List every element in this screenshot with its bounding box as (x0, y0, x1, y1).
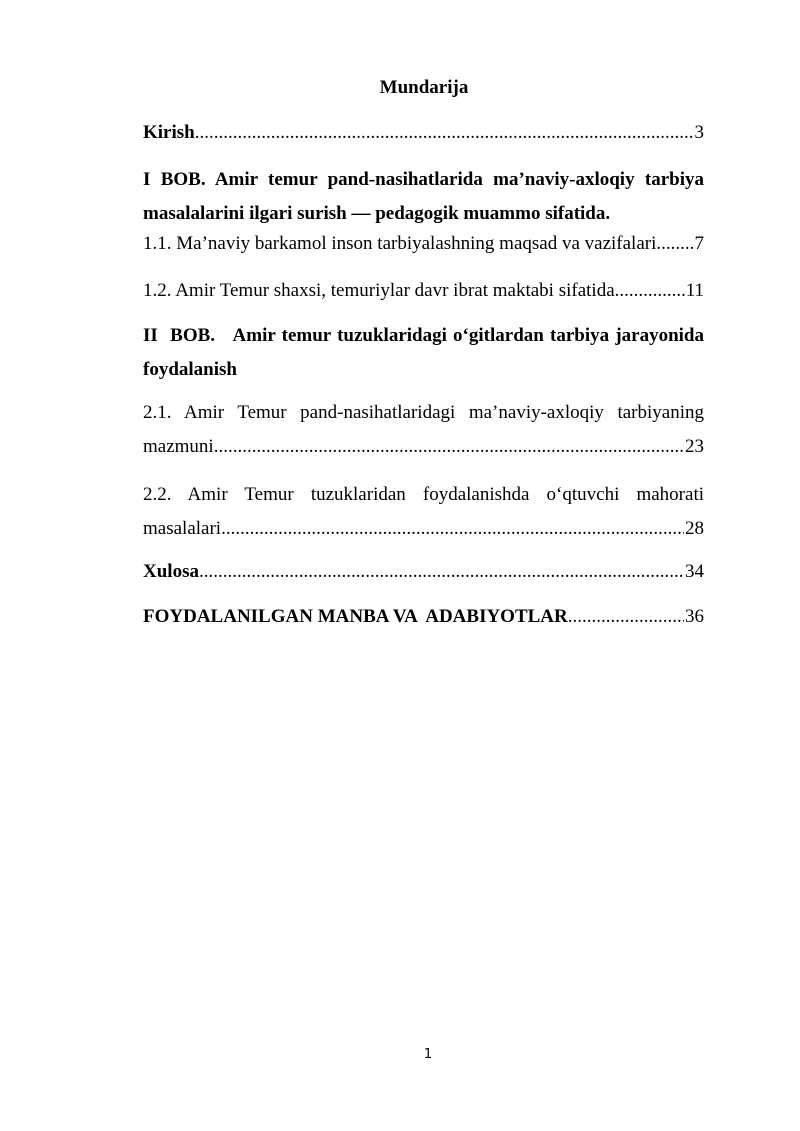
toc-title: Mundarija (379, 77, 469, 98)
toc-entry-2-1 (143, 396, 704, 464)
chapter-heading-line: I BOB. Amir temur pand-nasihatlarida ma’naviy-axloqiy tarbiya (143, 169, 704, 190)
toc-page-number: 3 (694, 122, 704, 143)
page-number: 1 (423, 1047, 433, 1062)
toc-page-number: 11 (685, 280, 704, 301)
toc-entry-label-cont: masalalari (143, 518, 222, 539)
leader-dots (656, 227, 693, 261)
leader-dots (221, 512, 684, 546)
toc-entry-label: 1.1. Ma’naviy barkamol inson tarbiyalashning maqsad va vazifalari (143, 233, 657, 254)
toc-entry-label: Xulosa (143, 561, 199, 582)
toc-entry-conclusion (143, 555, 704, 589)
toc-entry-label: 1.2. Amir Temur shaxsi, temuriylar davr ibrat maktabi sifatida (143, 280, 615, 301)
toc-chapter-2 (143, 319, 704, 387)
chapter-heading-line: II BOB. Amir temur tuzuklaridagi o‘gitlardan tarbiya jarayonida (143, 325, 704, 346)
toc-entry-1-1 (143, 227, 704, 261)
toc-page-number: 36 (685, 606, 704, 627)
toc-entry-intro (143, 116, 704, 150)
toc-entry-label: FOYDALANILGAN MANBA VA ADABIYOTLAR (143, 606, 568, 627)
leader-dots (214, 430, 684, 464)
toc-chapter-1 (143, 163, 704, 231)
leader-dots (195, 116, 694, 150)
toc-entry-label: Kirish (143, 122, 195, 143)
chapter-heading-line: foydalanish (143, 359, 237, 380)
toc-entry-label: 2.1. Amir Temur pand-nasihatlaridagi ma’naviy-axloqiy tarbiyaning (143, 402, 704, 423)
toc-entry-label-cont: mazmuni (143, 436, 214, 457)
leader-dots (199, 555, 684, 589)
leader-dots (615, 274, 685, 308)
toc-page-number: 23 (685, 436, 704, 457)
leader-dots (568, 600, 684, 634)
chapter-heading-line: masalalarini ilgari surish — pedagogik muammo sifatida. (143, 203, 611, 224)
toc-page-number: 7 (694, 233, 704, 254)
toc-entry-label: 2.2. Amir Temur tuzuklaridan foydalanishda o‘qtuvchi mahorati (143, 484, 704, 505)
toc-entry-references (143, 600, 704, 634)
toc-page-number: 28 (685, 518, 704, 539)
toc-entry-1-2 (143, 274, 704, 308)
toc-page-number: 34 (685, 561, 704, 582)
toc-entry-2-2 (143, 478, 704, 546)
